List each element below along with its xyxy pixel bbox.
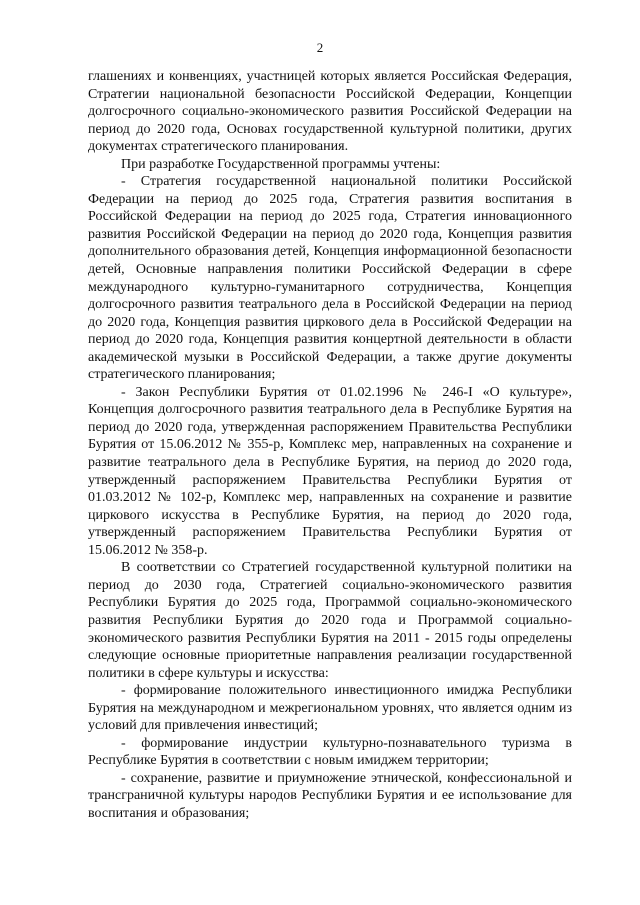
paragraph-culture-preservation: - сохранение, развитие и приумножение этнической, конфессиональной и трансграничной культуры народов Республики Бурятия и ее использование для воспитания и образования; [88, 770, 572, 821]
paragraph-program-considered: При разработке Государственной программы учтены: [121, 156, 441, 172]
page-number: 2 [316, 40, 324, 55]
paragraph-priority-directions: В соответствии со Стратегией государственной культурной политики на период до 2030 года, Стратегией социально-экономического развития Республики Бурятия до 2025 года, Программой социально-экономического развития Республики Бурятия до 2020 года и Программой социально-экономического развития Республики Бурятия на 2011 - 2015 годы определены следующие основные приоритетные направления реализации государственной политики в сфере культуры и искусства: [88, 560, 572, 681]
paragraph-federal-strategies: - Стратегия государственной национальной политики Российской Федерации на период до 2025 года, Стратегия развития воспитания в Российской Федерации на период до 2025 года, Стратегия инновационного развития Российской Федерации на период до 2020 года, Концепция развития дополнительного образования детей, Концепция информационной безопасности детей, Основные направления политики Российской Федерации в сфере международного культурно-гуманитарного сотрудничества, Концепция долгосрочного развития театрального дела в Российской Федерации на период до 2020 года, Концепция развития циркового дела в Российской Федерации на период до 2020 года, Концепция развития концертной деятельности в области академической музыки в Российской Федерации, а также другие документы стратегического планирования; [88, 174, 572, 383]
paragraph-regional-law: - Закон Республики Бурятия от 01.02.1996 № 246-I «О культуре», Концепция долгосрочного развития театрального дела в Республике Бурятия на период до 2020 года, утвержденная распоряжением Правительства Республики Бурятия от 15.06.2012 № 355-р, Комплекс мер, направленных на сохранение и развитие театрального дела в Республике Бурятия, на период до 2020 года, утвержденный распоряжением Правительства Республики Бурятия от 01.03.2012 № 102-р, Комплекс мер, направленных на сохранение и развитие циркового искусства в Республике Бурятия, на период до 2020 года, утвержденный распоряжением Правительства Республики Бурятия от 15.06.2012 № 358-р. [88, 384, 572, 558]
paragraph-tourism-industry: - формирование индустрии культурно-познавательного туризма в Республике Бурятия в соответствии с новым имиджем территории; [88, 735, 572, 769]
paragraph-continuation: глашениях и конвенциях, участницей которых является Российская Федерация, Стратегии национальной безопасности Российской Федерации, Концепции долгосрочного социально-экономического развития Российской Федерации на период до 2020 года, Основах государственной культурной политики, других документах стратегического планирования. [88, 69, 572, 155]
document-body [88, 68, 572, 823]
paragraph-investment-image: - формирование положительного инвестиционного имиджа Республики Бурятия на международном и межрегиональном уровнях, что является одним из условий для привлечения инвестиций; [88, 683, 572, 734]
